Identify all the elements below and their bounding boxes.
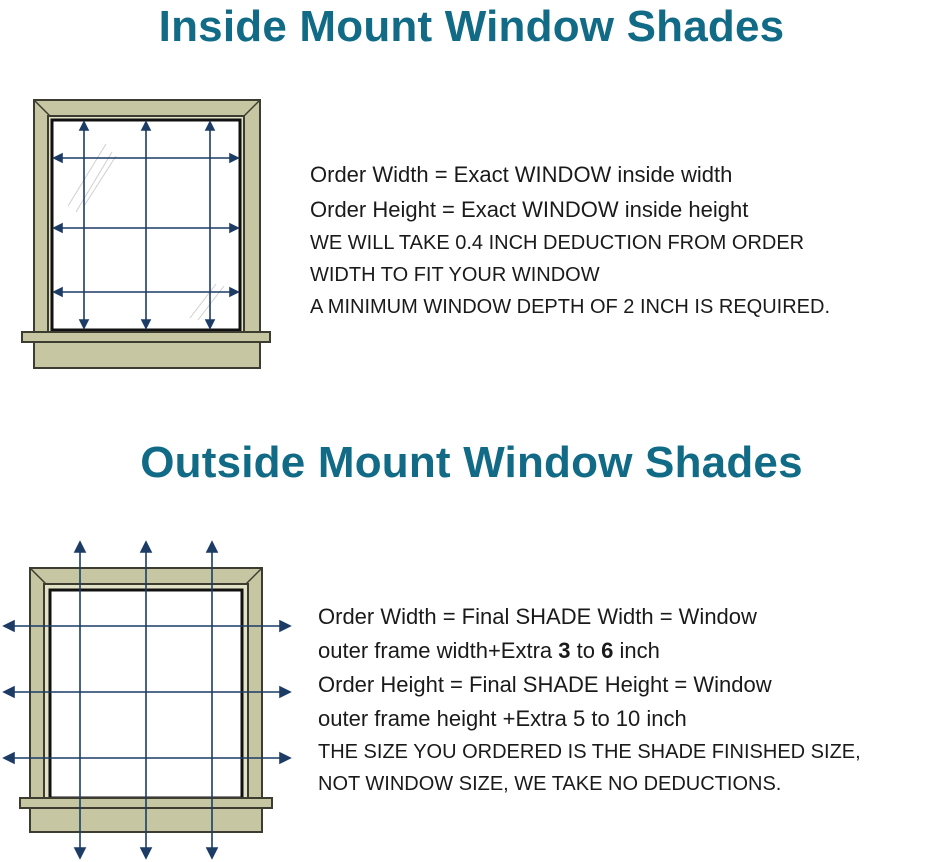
inside-mount-instructions [310,157,830,323]
outside-mount-window-diagram [0,530,300,862]
window-sill [22,332,270,368]
outside-mount-instructions [318,600,861,800]
outside-order-width: Order Width = Final SHADE Width = Window [318,604,757,629]
inside-deduction-note: WE WILL TAKE 0.4 INCH DEDUCTION FROM ORDER [310,232,805,254]
outside-finished-size-note: THE SIZE YOU ORDERED IS THE SHADE FINISHED SIZE, [318,741,861,763]
inside-mount-window-diagram [0,80,290,380]
inside-depth-note: A MINIMUM WINDOW DEPTH OF 2 INCH IS REQUIRED. [310,296,831,318]
outside-order-height: Order Height = Final SHADE Height = Window [318,672,772,697]
inside-order-height: Order Height = Exact WINDOW inside height [310,197,749,222]
inside-deduction-note-cont: WIDTH TO FIT YOUR WINDOW [310,264,600,286]
inside-mount-title: Inside Mount Window Shades [158,2,785,51]
inside-order-width: Order Width = Exact WINDOW inside width [310,162,733,187]
outside-no-deduction-note: NOT WINDOW SIZE, WE TAKE NO DEDUCTIONS. [318,773,782,795]
outside-width-extra: outer frame width+Extra 3 to 6 inch [318,638,660,663]
outside-mount-title: Outside Mount Window Shades [140,438,803,487]
outside-height-extra: outer frame height +Extra 5 to 10 inch [318,706,687,731]
